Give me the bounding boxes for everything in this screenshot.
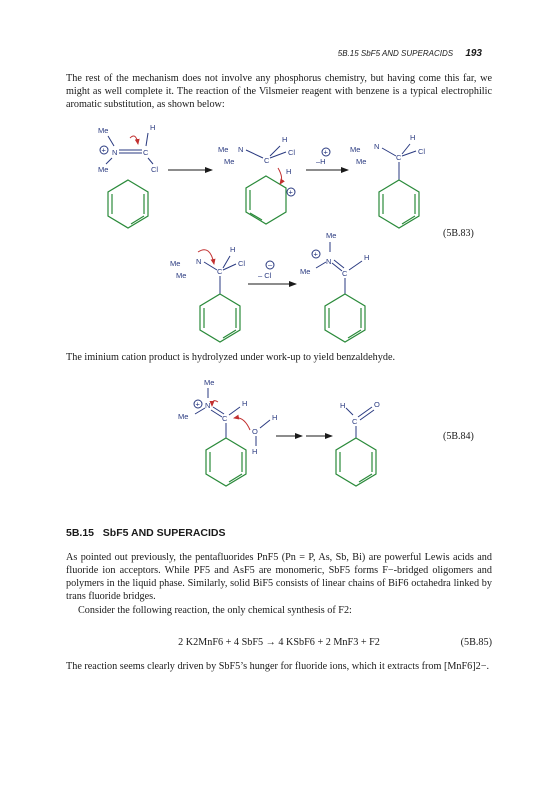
running-head (338, 48, 482, 59)
iminium-water-attack (178, 378, 277, 486)
svg-text:Cl: Cl (288, 148, 296, 157)
svg-text:– Cl: – Cl (258, 271, 272, 280)
svg-text:Me: Me (204, 378, 215, 387)
scheme-2 (0, 372, 558, 492)
equation-text: 2 K2MnF6 + 4 SbF5 → 4 KSbF6 + 2 MnF3 + F2 (178, 637, 380, 648)
svg-text:H: H (286, 167, 292, 176)
svg-text:Me: Me (224, 157, 235, 166)
svg-text:N: N (238, 145, 244, 154)
svg-text:H: H (340, 401, 346, 410)
svg-text:H: H (252, 447, 258, 456)
running-title: 5B.15 SbF5 AND SUPERACIDS (337, 49, 454, 58)
svg-text:N: N (205, 401, 211, 410)
svg-text:C: C (222, 414, 228, 423)
svg-text:Me: Me (98, 126, 109, 135)
svg-text:Me: Me (170, 259, 181, 268)
iminium-product (300, 231, 369, 342)
svg-text:Me: Me (218, 145, 229, 154)
svg-text:Me: Me (356, 157, 367, 166)
svg-text:Me: Me (98, 165, 109, 174)
svg-text:Cl: Cl (418, 147, 426, 156)
svg-text:–: – (268, 260, 273, 270)
svg-text:N: N (374, 142, 380, 151)
page-number: 193 (465, 48, 482, 59)
svg-text:+: + (195, 399, 200, 409)
chloro-amine-product (350, 133, 425, 228)
svg-text:H: H (242, 399, 248, 408)
section-title: SbF5 AND SUPERACIDS (102, 527, 226, 539)
svg-text:Me: Me (178, 412, 189, 421)
chloride-loss-intermediate (170, 245, 245, 342)
svg-text:N: N (326, 257, 332, 266)
sigma-complex (218, 135, 295, 224)
svg-text:Cl: Cl (151, 165, 159, 174)
svg-text:Me: Me (176, 271, 187, 280)
closing-paragraph: The reaction seems clearly driven by SbF5’s hunger for fluoride ions, which it extracts from [MnF6]2−. (66, 661, 490, 672)
equation-number-5b83: (5B.83) (443, 228, 474, 239)
equation-number-5b84: (5B.84) (443, 431, 474, 442)
svg-text:C: C (217, 267, 223, 276)
vilsmeier-reagent (98, 123, 158, 228)
svg-text:+: + (323, 147, 328, 157)
svg-text:H: H (282, 135, 288, 144)
scheme-1 (0, 118, 558, 343)
svg-text:Me: Me (350, 145, 361, 154)
svg-text:C: C (352, 417, 358, 426)
svg-text:C: C (396, 153, 402, 162)
svg-text:Me: Me (300, 267, 311, 276)
intro-paragraph: The rest of the mechanism does not involve any phosphorus chemistry, but having come this far, we might as well complete it. The reaction of the Vilsmeier reagent with benzene is a typical electrophilic aromatic substitution, as shown below: (66, 73, 492, 110)
svg-text:O: O (374, 400, 380, 409)
section-number: 5B.15 (66, 527, 95, 539)
svg-text:H: H (410, 133, 416, 142)
paragraph-pentafluorides: As pointed out previously, the pentafluorides PnF5 (Pn = P, As, Sb, Bi) are powerful Lewis acids and fluoride ion acceptors. While PF5 and AsF5 are monomeric, SbF5 forms F−-bridged oligomers and polymers in the liquid phase. Similarly, solid BiF5 consists of linear chains of BiF6 octahedra linked by trans fluoride bridges. (66, 552, 492, 602)
svg-text:Me: Me (326, 231, 337, 240)
svg-text:C: C (143, 148, 149, 157)
svg-text:O: O (252, 427, 258, 436)
svg-text:+: + (101, 145, 106, 155)
svg-text:Cl: Cl (238, 259, 246, 268)
hydrolysis-sentence: The iminium cation product is hydrolyzed under work-up to yield benzaldehyde. (66, 352, 396, 363)
svg-text:+: + (313, 249, 318, 259)
svg-text:H: H (150, 123, 156, 132)
section-heading (66, 527, 226, 539)
svg-text:N: N (112, 148, 118, 157)
svg-text:H: H (272, 413, 278, 422)
svg-text:N: N (196, 257, 202, 266)
paragraph-f2-synthesis: Consider the following reaction, the only chemical synthesis of F2: (78, 605, 352, 616)
benzaldehyde (336, 400, 380, 486)
svg-text:C: C (342, 269, 348, 278)
equation-number-5b85: (5B.85) (460, 637, 492, 648)
svg-text:C: C (264, 156, 270, 165)
svg-text:–H: –H (316, 157, 326, 166)
svg-text:+: + (288, 187, 293, 197)
svg-text:H: H (230, 245, 236, 254)
svg-text:H: H (364, 253, 370, 262)
